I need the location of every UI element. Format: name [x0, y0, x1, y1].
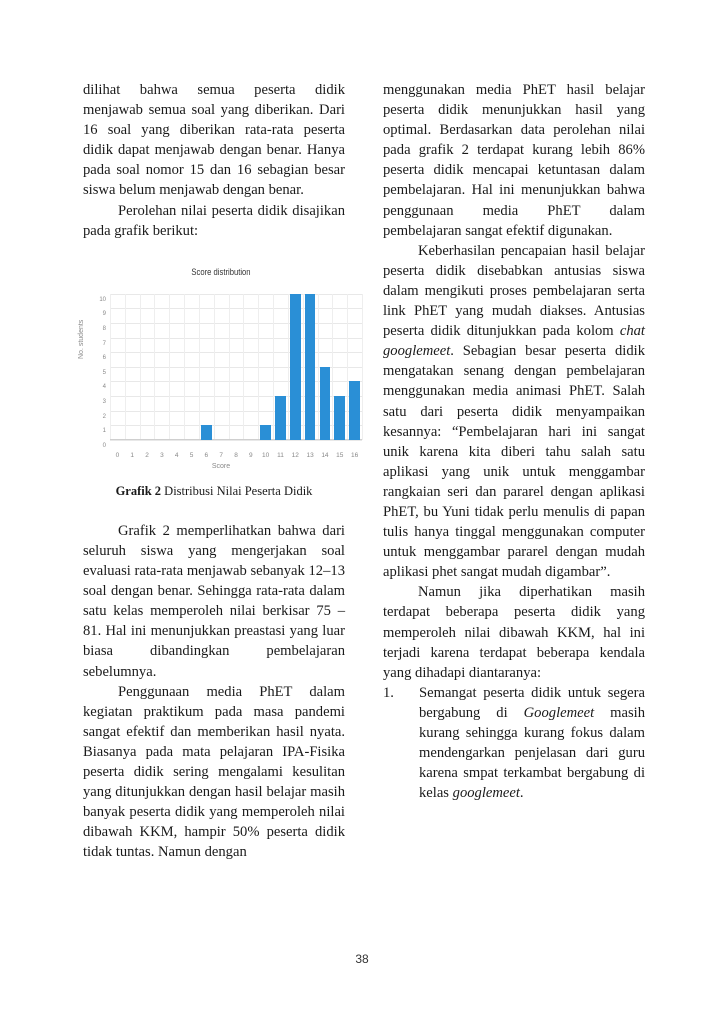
score-distribution-chart	[78, 259, 359, 470]
x-tick-label: 9	[249, 451, 253, 459]
gridline	[110, 352, 362, 353]
x-tick-label: 4	[174, 451, 179, 459]
text-run: . Sebagian besar peserta didik mengatakan senang dengan pembelajaran menggunakan media animasi PhET. Salah satu dari peserta didik menyampaikan kesannya: “Pembelajaran hari ini sangat unik karena kita diberi tahu salah satu aplikasi yang unik untuk menggambar rangkaian seri dan pararel dengan aplikasi PhET, bu Yuni tidak perlu menulis di papan tulis hanya tinggal menggunakan computer untuk menggambar pararel dengan mudah aplikasi phet sangat mudah digambar”.	[383, 343, 645, 581]
x-tick-label: 11	[277, 451, 284, 459]
paragraph: Namun jika diperhatikan masih terdapat beberapa peserta didik yang memperoleh nilai dibawah KKM, hal ini terjadi karena terdapat beberapa kendala yang dihadapi diantaranya:	[383, 584, 645, 681]
gridline	[318, 294, 319, 440]
x-tick-label: 5	[189, 451, 194, 459]
y-tick-label: 3	[102, 398, 106, 405]
gridline	[110, 338, 362, 339]
y-tick-label: 7	[102, 340, 106, 347]
bar	[334, 396, 345, 440]
bar	[260, 425, 271, 440]
paragraph: Penggunaan media PhET dalam kegiatan praktikum pada masa pandemi sangat efektif dan memberikan hasil nyata. Biasanya pada mata pelajaran IPA-Fisika peserta didik sering mengalami kesulitan yang ditunjukkan dengan hasil belajar masih banyak peserta didik yang memperoleh nilai dibawah KKM, hampir 50% peserta didik tidak tuntas. Namun dengan	[83, 683, 345, 861]
left-column	[78, 80, 359, 862]
gridline	[125, 294, 126, 440]
bar	[201, 425, 212, 440]
x-tick-label: 14	[321, 451, 329, 459]
gridline	[154, 294, 155, 440]
gridline	[303, 294, 304, 440]
gridline	[214, 294, 215, 440]
x-tick-label: 0	[115, 451, 120, 459]
list-number: 1.	[383, 684, 394, 701]
paragraph	[383, 241, 645, 583]
gridline	[110, 294, 362, 295]
gridline	[229, 294, 230, 440]
italic-text: chat googlemeet	[383, 323, 645, 360]
gridline	[243, 294, 244, 440]
gridline	[169, 294, 170, 440]
x-tick-label: 2	[145, 451, 149, 459]
gridline	[288, 294, 289, 440]
gridline	[110, 323, 362, 324]
gridline	[347, 294, 348, 440]
paragraph: menggunakan media PhET hasil belajar peserta didik menunjukkan hasil yang optimal. Berdasarkan data perolehan nilai pada grafik 2 terdapat kurang lebih 86% peserta didik mencapai ketuntasan dalam pembelajaran. Hal ini menunjukkan bahwa penggunaan media PhET dalam pembelajaran sangat efektif digunakan.	[383, 82, 645, 239]
y-tick-label: 4	[102, 384, 106, 391]
gridline	[362, 294, 363, 440]
bar	[290, 294, 301, 440]
y-tick-label: 9	[102, 311, 106, 318]
x-tick-label: 16	[350, 451, 359, 459]
italic-text: Googlemeet	[523, 704, 595, 721]
gridline	[110, 294, 111, 440]
gridline	[199, 294, 200, 440]
list-text	[419, 683, 645, 804]
list-item	[383, 683, 645, 804]
y-axis-label: No. students	[78, 319, 85, 359]
right-column	[383, 80, 645, 803]
x-tick-label: 8	[234, 451, 238, 459]
gridline	[140, 294, 141, 440]
chart-title: Score distribution	[191, 266, 251, 277]
plot-area	[99, 294, 362, 459]
x-tick-label: 7	[219, 451, 223, 459]
bar	[305, 294, 316, 440]
paragraph: Perolehan nilai peserta didik disajikan pada grafik berikut:	[83, 202, 345, 239]
bar	[275, 396, 286, 440]
y-tick-label: 6	[102, 355, 106, 362]
text-run: .	[519, 785, 524, 802]
y-tick-label: 0	[102, 442, 106, 449]
text-run: Semangat peserta didik untuk segera bergabung di	[419, 684, 645, 721]
gridline	[258, 294, 259, 440]
gridline	[184, 294, 185, 440]
caption-label: Grafik 2	[115, 483, 162, 498]
x-axis-label: Score	[211, 462, 231, 470]
x-tick-label: 12	[291, 451, 299, 459]
bar	[320, 367, 331, 440]
gridline	[273, 294, 274, 440]
y-tick-label: 10	[99, 296, 106, 303]
x-tick-label: 6	[204, 451, 209, 459]
text-run: masih kurang sehingga kurang fokus dalam mendengarkan penjelasan dari guru karena smpat terkambat bergabung di kelas	[419, 704, 645, 802]
y-tick-label: 2	[102, 413, 106, 420]
italic-text: googlemeet	[452, 785, 520, 802]
page-number: 38	[355, 952, 369, 966]
x-tick-label: 3	[160, 451, 164, 459]
gridline	[332, 294, 333, 440]
paragraph: dilihat bahwa semua peserta didik menjawab semua soal yang diberikan. Dari 16 soal yang diberikan rata-rata peserta didik dapat menjawab dengan benar. Hanya pada soal nomor 15 dan 16 sebagian besar siswa belum menjawab dengan benar.	[83, 82, 345, 199]
y-tick-label: 5	[102, 369, 106, 376]
paragraph: Grafik 2 memperlihatkan bahwa dari seluruh siswa yang mengerjakan soal evaluasi rata-rata menjawab sebanyak 12–13 soal dengan benar. Sehingga rata-rata dalam satu kelas memperoleh nilai berkisar 75 – 81. Hal ini menunjukkan preastasi yang luar biasa dibandingkan pembelajaran sebelumnya.	[83, 522, 345, 680]
x-tick-label: 1	[130, 451, 135, 459]
x-tick-label: 15	[336, 451, 344, 459]
x-tick-label: 13	[306, 451, 314, 459]
x-tick-label: 10	[262, 451, 270, 459]
bar	[349, 381, 360, 439]
figure-caption	[83, 481, 345, 501]
caption-text: Distribusi Nilai Peserta Didik	[161, 483, 313, 498]
y-tick-label: 8	[102, 325, 106, 332]
text-run: Keberhasilan pencapaian hasil belajar peserta didik disebabkan antusias siswa dalam mengikuti proses pembelajaran serta link PhET yang mudah diakses. Antusias peserta didik ditunjukkan pada kolom	[383, 242, 645, 340]
gridline	[110, 440, 362, 441]
y-tick-label: 1	[102, 428, 106, 435]
gridline	[110, 308, 362, 309]
